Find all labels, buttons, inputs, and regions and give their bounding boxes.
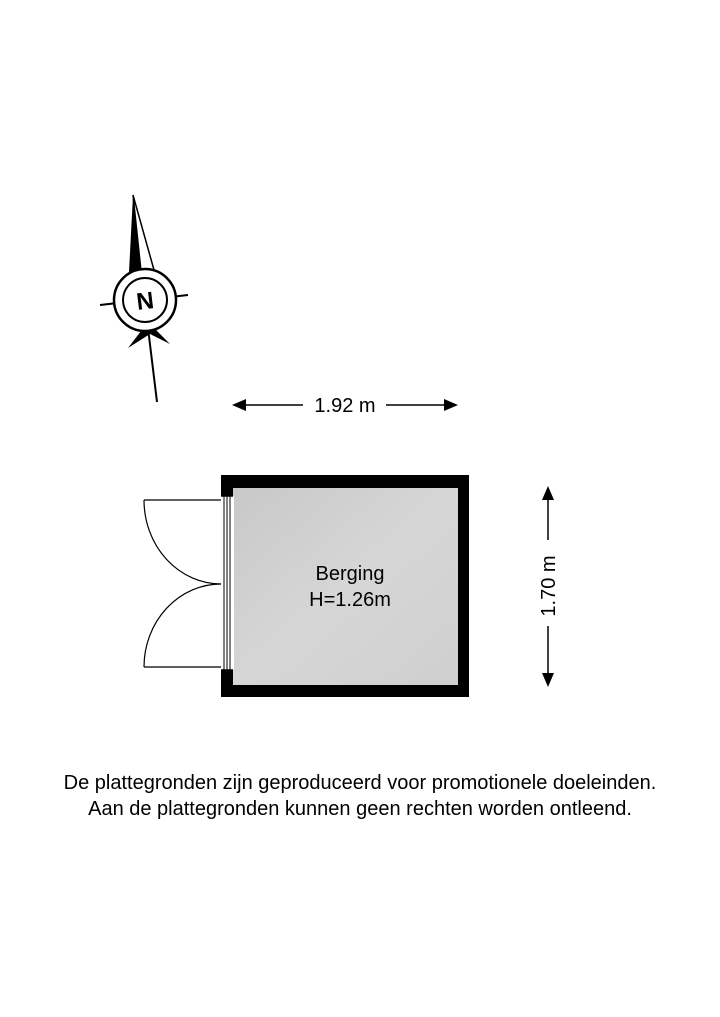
width-dimension bbox=[232, 395, 458, 417]
disclaimer-line-1: De plattegronden zijn geproduceerd voor promotionele doeleinden. bbox=[63, 772, 657, 794]
north-arrow-icon bbox=[100, 195, 188, 402]
double-door-icon bbox=[144, 500, 221, 667]
height-dimension-label: 1.70 m bbox=[538, 555, 560, 617]
room-berging bbox=[219, 475, 469, 697]
width-dimension-label: 1.92 m bbox=[314, 395, 376, 417]
compass-letter: N bbox=[134, 287, 156, 316]
disclaimer bbox=[0, 770, 720, 822]
disclaimer-line-2: Aan de plattegronden kunnen geen rechten worden ontleend. bbox=[88, 798, 632, 820]
room-height: H=1.26m bbox=[309, 589, 391, 611]
height-dimension bbox=[538, 486, 560, 687]
room-name: Berging bbox=[315, 563, 385, 585]
